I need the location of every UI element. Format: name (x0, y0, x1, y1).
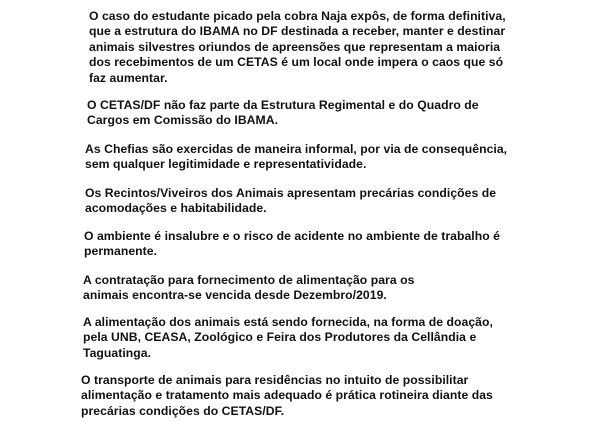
text-line: precárias condições do CETAS/DF. (81, 403, 285, 418)
text-line: alimentação e tratamento mais adequado é prática rotineira diante das (81, 388, 493, 403)
paragraph-informal-leadership (85, 142, 507, 173)
text-line: O ambiente é insalubre e o risco de acidente no ambiente de trabalho é (84, 229, 500, 243)
text-line: Cargos em Comissão do IBAMA. (87, 113, 279, 128)
text-line: Taguatinga. (83, 345, 152, 360)
text-line: O transporte de animais para residências no intuito de possibilitar (81, 373, 469, 387)
paragraph-food-contract (83, 273, 414, 304)
text-line: O CETAS/DF não faz parte da Estrutura Regimental e do Quadro de (87, 98, 479, 112)
text-line: animais encontra-se vencida desde Dezembro/2019. (83, 288, 387, 303)
paragraph-food-donation (83, 315, 493, 361)
text-line: faz aumentar. (89, 70, 168, 85)
paragraph-unhealthy-environment (84, 229, 500, 260)
text-line: permanente. (84, 244, 158, 259)
paragraph-regimental-structure (87, 98, 479, 129)
text-line: dos recebimentos de um CETAS é um local onde impera o caos que só (89, 55, 504, 70)
paragraph-enclosures (85, 186, 496, 217)
text-line: O caso do estudante picado pela cobra Naja expôs, de forma definitiva, (89, 9, 506, 23)
text-line: sem qualquer legitimidade e representatividade. (85, 157, 367, 172)
text-line: acomodações e habitabilidade. (85, 201, 267, 216)
paragraph-animal-transport (81, 373, 493, 419)
text-line: A alimentação dos animais está sendo fornecida, na forma de doação, (83, 315, 493, 329)
paragraph-naja-case (89, 9, 506, 86)
text-line: A contratação para fornecimento de alimentação para os (83, 273, 415, 287)
text-line: pela UNB, CEASA, Zoológico e Feira dos Produtores da Cellândia e (83, 330, 477, 345)
text-line: As Chefias são exercidas de maneira informal, por via de consequência, (85, 142, 508, 156)
text-line: Os Recintos/Viveiros dos Animais apresentam precárias condições de (85, 186, 497, 200)
text-line: que a estrutura do IBAMA no DF destinada a receber, manter e destinar (89, 24, 506, 39)
text-line: animais silvestres oriundos de apreensões que representam a maioria (89, 39, 501, 54)
